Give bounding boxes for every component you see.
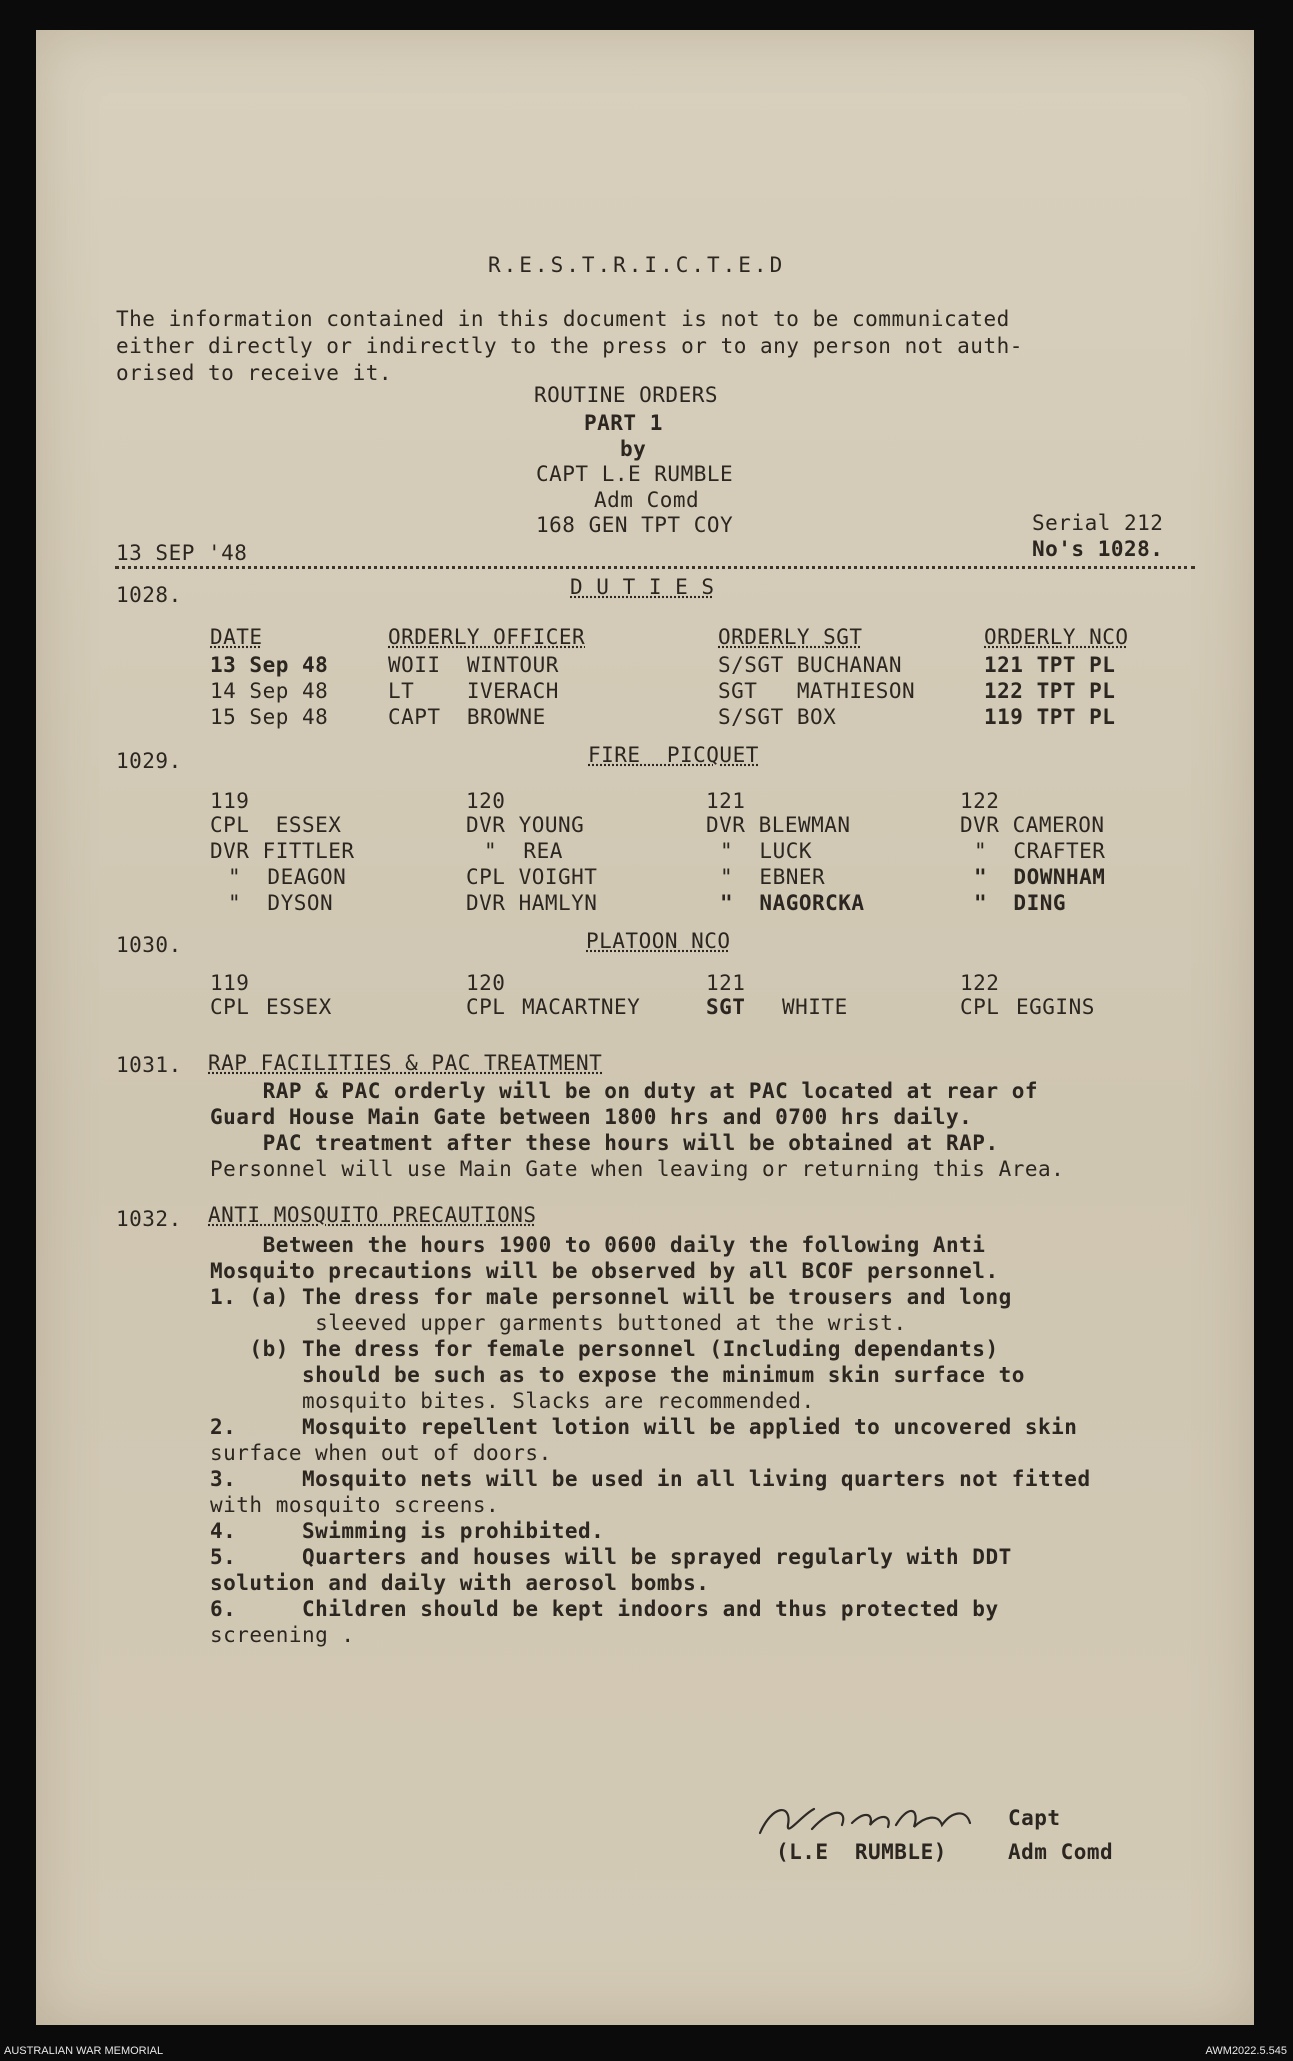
paragraph-line: 2. Mosquito repellent lotion will be applied to uncovered skin xyxy=(210,1415,1078,1439)
list-item: " EBNER xyxy=(720,865,826,889)
paragraph-line: should be such as to expose the minimum skin surface to xyxy=(210,1363,1025,1387)
order-date: 13 SEP '48 xyxy=(116,541,248,565)
list-item: CPL VOIGHT xyxy=(466,865,598,889)
signature-rank: Capt xyxy=(1008,1806,1061,1830)
table-cell: S/SGT BUCHANAN xyxy=(718,653,903,677)
column-header: DATE xyxy=(210,625,263,649)
table-cell: 119 TPT PL xyxy=(984,705,1116,729)
platoon-number: 122 xyxy=(960,789,1000,813)
platoon-number: 119 xyxy=(210,971,250,995)
paragraph-line: (b) The dress for female personnel (Including dependants) xyxy=(210,1337,999,1361)
platoon-number: 121 xyxy=(706,971,746,995)
column-header: ORDERLY OFFICER xyxy=(388,625,586,649)
platoon-number: 120 xyxy=(466,971,506,995)
signature-name: (L.E RUMBLE) xyxy=(776,1840,947,1864)
notice-line: either directly or indirectly to the press or to any person not auth- xyxy=(116,334,1023,358)
nco-rank: CPL xyxy=(210,995,250,1019)
notice-line: The information contained in this document is not to be communicated xyxy=(116,307,1010,331)
paragraph-line: Personnel will use Main Gate when leaving or returning this Area. xyxy=(210,1157,1065,1181)
list-item: " DING xyxy=(974,891,1067,915)
title-line: Adm Comd xyxy=(594,488,700,512)
title-line: 168 GEN TPT COY xyxy=(536,513,734,537)
title-line: CAPT L.E RUMBLE xyxy=(536,462,734,486)
paragraph-line: Guard House Main Gate between 1800 hrs and 0700 hrs daily. xyxy=(210,1105,973,1129)
platoon-number: 121 xyxy=(706,789,746,813)
table-cell: S/SGT BOX xyxy=(718,705,837,729)
list-item: " DEAGON xyxy=(228,865,347,889)
list-item: DVR BLEWMAN xyxy=(706,813,851,837)
nco-name: EGGINS xyxy=(1016,995,1095,1019)
paragraph-line: solution and daily with aerosol bombs. xyxy=(210,1571,710,1595)
paragraph-line: with mosquito screens. xyxy=(210,1493,500,1517)
paragraph-line: surface when out of doors. xyxy=(210,1441,552,1465)
list-item: DVR CAMERON xyxy=(960,813,1105,837)
list-item: " NAGORCKA xyxy=(720,891,865,915)
table-cell: 15 Sep 48 xyxy=(210,705,329,729)
list-item: CPL ESSEX xyxy=(210,813,342,837)
nco-rank: CPL xyxy=(960,995,1000,1019)
nco-name: ESSEX xyxy=(266,995,332,1019)
list-item: DVR HAMLYN xyxy=(466,891,598,915)
paragraph-line: 6. Children should be kept indoors and thus protected by xyxy=(210,1597,999,1621)
paragraph-line: mosquito bites. Slacks are recommended. xyxy=(210,1389,815,1413)
table-cell: LT IVERACH xyxy=(388,679,559,703)
paragraph-line: Between the hours 1900 to 0600 daily the following Anti xyxy=(210,1233,986,1257)
section-number: 1032. xyxy=(116,1207,182,1231)
platoon-number: 120 xyxy=(466,789,506,813)
section-number: 1030. xyxy=(116,933,182,957)
order-numbers: No's 1028. xyxy=(1032,537,1164,561)
divider xyxy=(115,566,1195,569)
nco-name: WHITE xyxy=(782,995,848,1019)
handwritten-signature-icon xyxy=(752,1795,1022,1845)
section-heading: RAP FACILITIES & PAC TREATMENT xyxy=(208,1051,603,1075)
paragraph-line: 3. Mosquito nets will be used in all living quarters not fitted xyxy=(210,1467,1091,1491)
list-item: DVR FITTLER xyxy=(210,839,355,863)
list-item: " REA xyxy=(484,839,563,863)
list-item: " CRAFTER xyxy=(974,839,1106,863)
table-cell: 122 TPT PL xyxy=(984,679,1116,703)
paragraph-line: 1. (a) The dress for male personnel will be trousers and long xyxy=(210,1285,1012,1309)
signature-block xyxy=(752,1795,1114,1864)
section-heading: D U T I E S xyxy=(570,575,715,599)
table-cell: CAPT BROWNE xyxy=(388,705,546,729)
section-heading: FIRE PICQUET xyxy=(588,743,759,767)
title-line: ROUTINE ORDERS xyxy=(534,383,719,407)
notice-line: orised to receive it. xyxy=(116,361,393,385)
footer-credit: AUSTRALIAN WAR MEMORIAL xyxy=(4,2045,164,2057)
paragraph-line: 4. Swimming is prohibited. xyxy=(210,1519,605,1543)
table-cell: SGT MATHIESON xyxy=(718,679,916,703)
nco-rank: CPL xyxy=(466,995,506,1019)
section-number: 1029. xyxy=(116,749,182,773)
section-heading: ANTI MOSQUITO PRECAUTIONS xyxy=(208,1203,537,1227)
column-header: ORDERLY SGT xyxy=(718,625,863,649)
paragraph-line: sleeved upper garments buttoned at the wrist. xyxy=(210,1311,907,1335)
classification-heading: R.E.S.T.R.I.C.T.E.D xyxy=(488,253,786,277)
paragraph-line: screening . xyxy=(210,1623,355,1647)
table-cell: 121 TPT PL xyxy=(984,653,1116,677)
paragraph-line: 5. Quarters and houses will be sprayed regularly with DDT xyxy=(210,1545,1012,1569)
section-number: 1031. xyxy=(116,1053,182,1077)
paragraph-line: RAP & PAC orderly will be on duty at PAC located at rear of xyxy=(210,1079,1039,1103)
column-header: ORDERLY NCO xyxy=(984,625,1129,649)
table-cell: WOII WINTOUR xyxy=(388,653,559,677)
table-cell: 13 Sep 48 xyxy=(210,653,329,677)
section-number: 1028. xyxy=(116,583,182,607)
list-item: " DYSON xyxy=(228,891,334,915)
list-item: DVR YOUNG xyxy=(466,813,585,837)
nco-rank: SGT xyxy=(706,995,746,1019)
footer-reference: AWM2022.5.545 xyxy=(1205,2045,1287,2057)
title-line: by xyxy=(620,437,647,461)
platoon-number: 119 xyxy=(210,789,250,813)
platoon-number: 122 xyxy=(960,971,1000,995)
list-item: " DOWNHAM xyxy=(974,865,1106,889)
section-heading: PLATOON NCO xyxy=(586,929,731,953)
title-line: PART 1 xyxy=(584,411,663,435)
table-cell: 14 Sep 48 xyxy=(210,679,329,703)
signature-appointment: Adm Comd xyxy=(1008,1840,1114,1864)
serial-number: Serial 212 xyxy=(1032,511,1164,535)
paragraph-line: Mosquito precautions will be observed by all BCOF personnel. xyxy=(210,1259,999,1283)
nco-name: MACARTNEY xyxy=(522,995,641,1019)
list-item: " LUCK xyxy=(720,839,813,863)
paragraph-line: PAC treatment after these hours will be obtained at RAP. xyxy=(210,1131,999,1155)
